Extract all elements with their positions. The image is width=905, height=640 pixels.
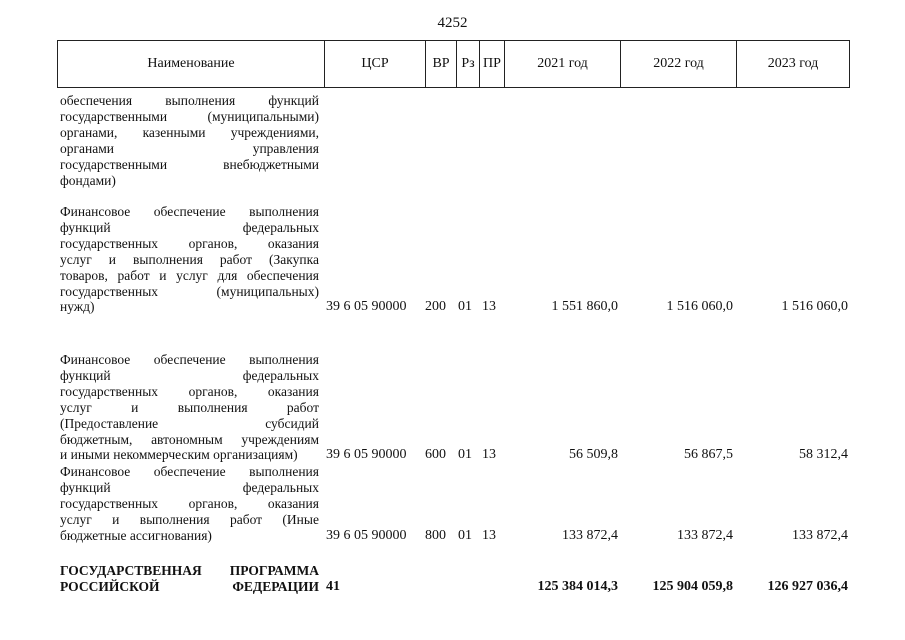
- word: работ: [229, 511, 263, 527]
- word: государственными: [60, 108, 168, 124]
- description-line: [60, 512, 319, 528]
- header-2023: 2023 год: [736, 41, 849, 87]
- description-line: [60, 268, 319, 284]
- row-values: [0, 299, 905, 315]
- description-line: [60, 109, 319, 125]
- word: бюджетным,: [60, 431, 133, 447]
- description-line: [60, 416, 319, 432]
- word: и: [159, 267, 167, 283]
- word: казенными: [142, 124, 206, 140]
- description-line: [60, 125, 319, 141]
- cell-pr: 13: [482, 527, 496, 543]
- word: субсидий: [265, 415, 319, 431]
- cell-y2021: 56 509,8: [569, 447, 618, 463]
- row-values: [0, 447, 905, 463]
- cell-y2022: 1 516 060,0: [666, 299, 733, 315]
- word: фондами): [60, 172, 116, 188]
- header-csr: ЦСР: [324, 41, 425, 87]
- cell-csr: 39 6 05 90000: [326, 299, 407, 315]
- word: государственных: [60, 283, 159, 299]
- word: работ: [219, 251, 253, 267]
- word: (муниципальными): [207, 108, 319, 124]
- cell-vr: 600: [425, 447, 446, 463]
- cell-y2021: 133 872,4: [562, 527, 618, 543]
- word: ПРОГРАММА: [229, 563, 319, 578]
- word: Финансовое: [60, 352, 131, 367]
- word: товаров,: [60, 267, 108, 283]
- description-line: [60, 400, 319, 416]
- cell-y2021: 125 384 014,3: [537, 578, 618, 594]
- description-line: [60, 252, 319, 268]
- word: функций: [268, 93, 319, 108]
- cell-csr: 39 6 05 90000: [326, 527, 407, 543]
- cell-y2023: 126 927 036,4: [767, 578, 848, 594]
- description-line: [60, 432, 319, 448]
- cell-rz: 01: [458, 299, 472, 315]
- header-rz: Рз: [456, 41, 479, 87]
- word: автономным: [151, 431, 223, 447]
- cell-vr: 800: [425, 527, 446, 543]
- description-line: [60, 563, 319, 579]
- word: управления: [252, 140, 319, 156]
- word: выполнения: [139, 511, 210, 527]
- word: РОССИЙСКОЙ: [60, 578, 160, 594]
- description-line: [60, 384, 319, 400]
- word: работ: [117, 267, 150, 283]
- word: ФЕДЕРАЦИИ: [232, 578, 319, 594]
- header-name: Наименование: [147, 56, 235, 71]
- word: обеспечение: [153, 204, 226, 219]
- word: услуг: [60, 511, 92, 527]
- word: функций: [60, 367, 111, 383]
- word: функций: [60, 219, 111, 235]
- word: государственных: [60, 235, 159, 251]
- cell-y2023: 1 516 060,0: [781, 299, 848, 315]
- word: выполнения: [249, 464, 319, 479]
- word: выполнения: [133, 251, 203, 267]
- description-line: [60, 220, 319, 236]
- header-2021: 2021 год: [504, 41, 620, 87]
- word: выполнения: [165, 93, 236, 108]
- word: для: [217, 267, 238, 283]
- word: Финансовое: [60, 464, 131, 479]
- description-line: [60, 204, 319, 220]
- table-header: [57, 40, 850, 88]
- cell-y2022: 125 904 059,8: [652, 578, 733, 594]
- word: органов,: [188, 235, 238, 251]
- cell-y2023: 133 872,4: [792, 527, 848, 543]
- description-line: [60, 93, 319, 109]
- word: оказания: [267, 383, 319, 399]
- header-2022: 2022 год: [620, 41, 736, 87]
- word: органами,: [60, 124, 118, 140]
- cell-vr: 200: [425, 299, 446, 315]
- cell-pr: 13: [482, 299, 496, 315]
- word: нужд): [60, 299, 95, 315]
- description-line: [60, 284, 319, 300]
- word: оказания: [267, 235, 319, 251]
- cell-y2023: 58 312,4: [799, 447, 848, 463]
- word: обеспечение: [153, 464, 226, 479]
- word: выполнения: [177, 399, 248, 415]
- word: государственных: [60, 495, 159, 511]
- header-pr: ПР: [479, 41, 504, 87]
- word: функций: [60, 479, 111, 495]
- word: ГОСУДАРСТВЕННАЯ: [60, 563, 202, 578]
- word: органами: [60, 140, 115, 156]
- cell-csr: 41: [326, 578, 340, 594]
- cell-y2022: 56 867,5: [684, 447, 733, 463]
- word: работ: [286, 399, 319, 415]
- row-values: [0, 528, 905, 544]
- description-line: [60, 141, 319, 157]
- cell-rz: 01: [458, 447, 472, 463]
- word: услуг: [60, 399, 92, 415]
- page-number: 4252: [437, 15, 468, 31]
- word: выполнения: [249, 352, 319, 367]
- word: обеспечения: [60, 93, 133, 108]
- description-line: [60, 368, 319, 384]
- word: оказания: [267, 495, 319, 511]
- word: и иными некоммерческим организациям): [60, 447, 298, 463]
- row-values: [0, 579, 905, 595]
- word: услуг: [60, 251, 92, 267]
- word: государственных: [60, 383, 159, 399]
- description-line: [60, 352, 319, 368]
- description-line: [60, 480, 319, 496]
- word: федеральных: [242, 479, 319, 495]
- word: органов,: [188, 383, 238, 399]
- description-line: [60, 464, 319, 480]
- word: учреждениям: [241, 431, 319, 447]
- word: федеральных: [242, 219, 319, 235]
- cell-y2021: 1 551 860,0: [551, 299, 618, 315]
- cell-y2022: 133 872,4: [677, 527, 733, 543]
- description-line: [60, 157, 319, 173]
- header-vr: ВР: [425, 41, 456, 87]
- cell-rz: 01: [458, 527, 472, 543]
- word: (Иные: [282, 511, 319, 527]
- description-line: [60, 496, 319, 512]
- word: услуг: [176, 267, 208, 283]
- word: внебюджетными: [223, 156, 319, 172]
- word: Финансовое: [60, 204, 131, 219]
- word: (Закупка: [269, 251, 319, 267]
- word: и: [112, 511, 120, 527]
- description-line: [60, 173, 319, 189]
- word: выполнения: [249, 204, 319, 219]
- word: федеральных: [242, 367, 319, 383]
- word: и: [108, 251, 117, 267]
- word: государственными: [60, 156, 168, 172]
- word: органов,: [188, 495, 238, 511]
- word: учреждениями,: [230, 124, 319, 140]
- cell-csr: 39 6 05 90000: [326, 447, 407, 463]
- word: обеспечение: [153, 352, 226, 367]
- word: обеспечения: [246, 267, 319, 283]
- word: (Предоставление: [60, 415, 159, 431]
- description-line: [60, 236, 319, 252]
- word: (муниципальных): [216, 283, 319, 299]
- cell-pr: 13: [482, 447, 496, 463]
- word: бюджетные ассигнования): [60, 527, 212, 543]
- row-description: [60, 93, 319, 188]
- word: и: [131, 399, 139, 415]
